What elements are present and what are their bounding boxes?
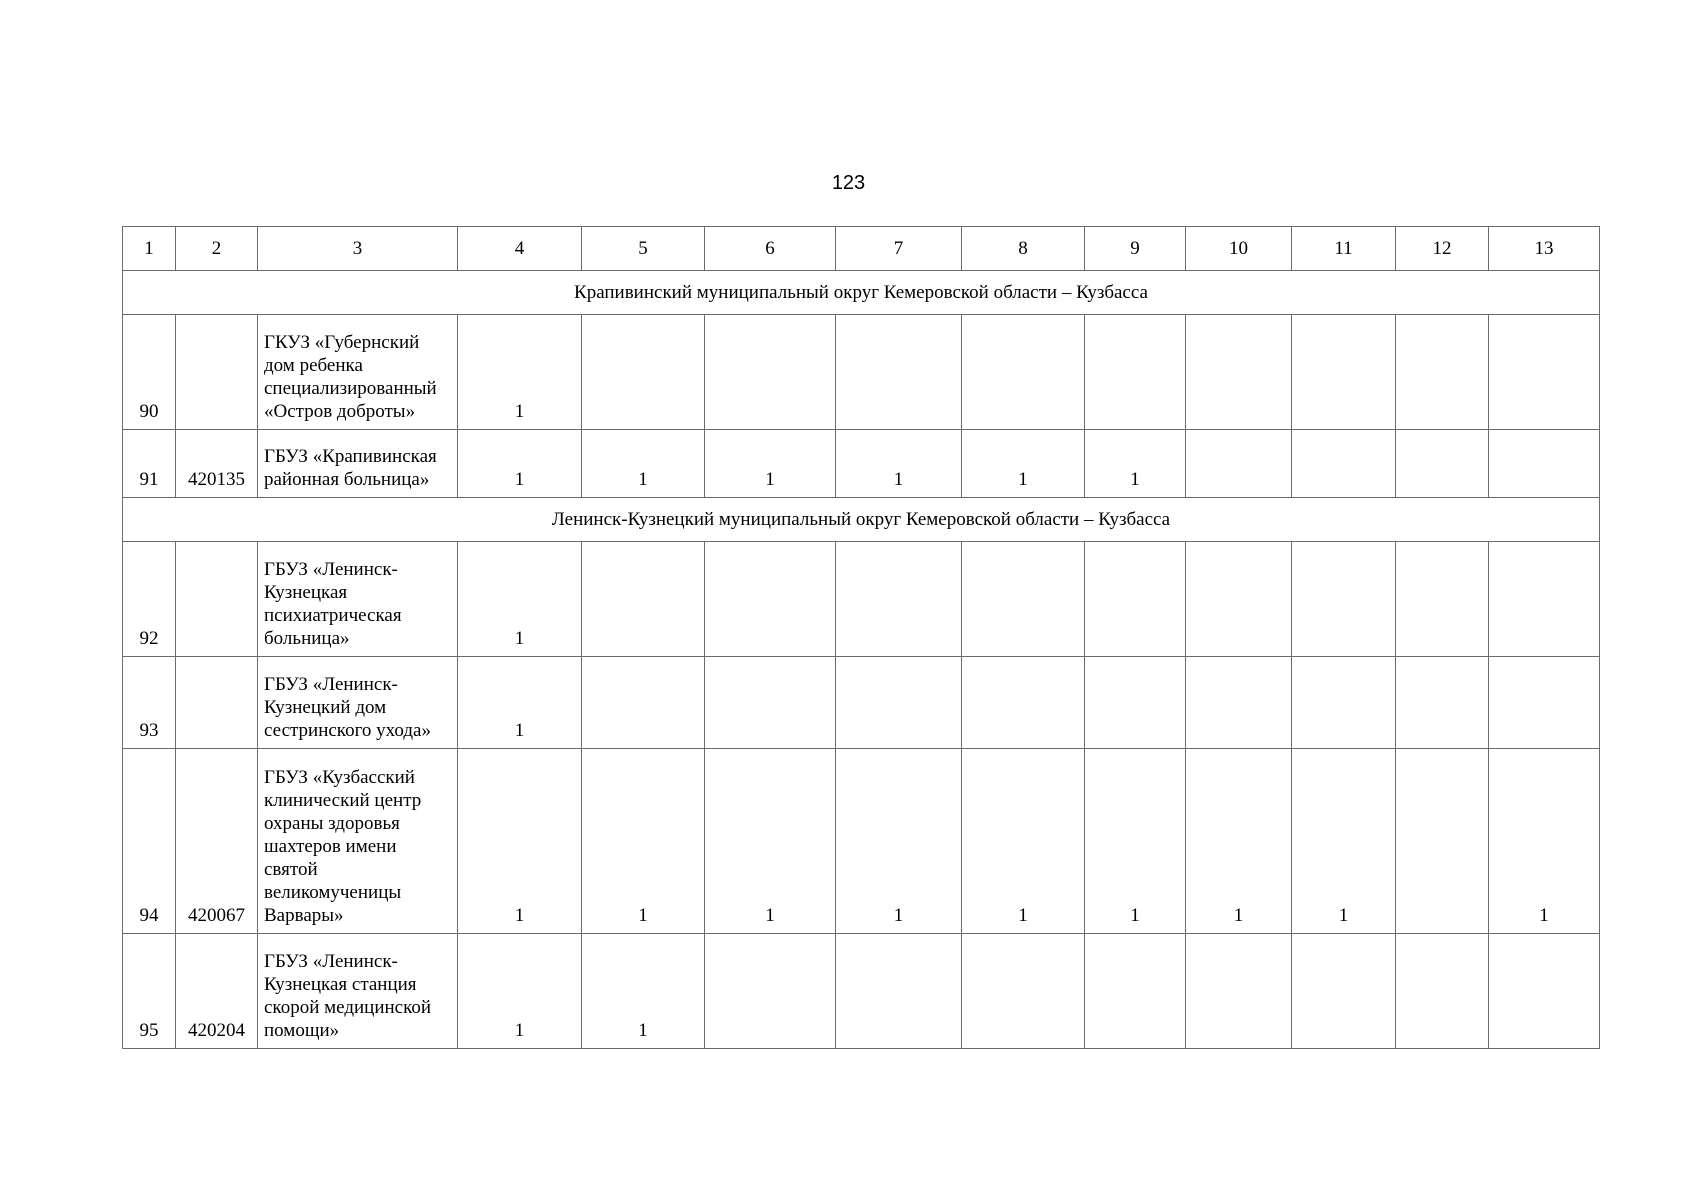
column-header: 2 [176, 227, 258, 271]
row-number: 93 [123, 657, 176, 749]
row-code [176, 315, 258, 430]
row-value [1396, 657, 1489, 749]
row-value [836, 934, 962, 1049]
row-number: 94 [123, 749, 176, 934]
table-row [123, 315, 1600, 430]
row-value: 1 [1489, 749, 1600, 934]
column-header: 3 [258, 227, 458, 271]
row-value [1489, 934, 1600, 1049]
row-code [176, 542, 258, 657]
row-value [836, 315, 962, 430]
row-value [1489, 542, 1600, 657]
row-value [1186, 542, 1292, 657]
row-value [1085, 657, 1186, 749]
column-header: 9 [1085, 227, 1186, 271]
row-value [836, 657, 962, 749]
row-value [1085, 934, 1186, 1049]
row-value [1396, 430, 1489, 498]
table-row [123, 430, 1600, 498]
row-value: 1 [962, 430, 1085, 498]
row-value [705, 315, 836, 430]
section-title: Ленинск-Кузнецкий муниципальный округ Кемеровской области – Кузбасса [123, 498, 1600, 542]
row-value [1489, 657, 1600, 749]
row-value: 1 [836, 749, 962, 934]
section-title: Крапивинский муниципальный округ Кемеровской области – Кузбасса [123, 271, 1600, 315]
row-value [962, 657, 1085, 749]
column-header: 4 [458, 227, 582, 271]
row-value [1396, 749, 1489, 934]
column-header: 6 [705, 227, 836, 271]
column-header: 13 [1489, 227, 1600, 271]
row-value [962, 934, 1085, 1049]
column-header: 12 [1396, 227, 1489, 271]
row-value: 1 [1085, 749, 1186, 934]
row-value: 1 [582, 749, 705, 934]
table-row [123, 657, 1600, 749]
row-organization: ГБУЗ «Ленинск-Кузнецкий дом сестринского ухода» [258, 657, 458, 749]
row-value [1186, 315, 1292, 430]
row-value [1292, 657, 1396, 749]
section-row [123, 271, 1600, 315]
row-value: 1 [582, 934, 705, 1049]
row-value [582, 657, 705, 749]
row-number: 91 [123, 430, 176, 498]
row-value: 1 [1085, 430, 1186, 498]
row-code: 420135 [176, 430, 258, 498]
section-row [123, 498, 1600, 542]
row-organization: ГБУЗ «Ленинск-Кузнецкая психиатрическая больница» [258, 542, 458, 657]
column-header: 1 [123, 227, 176, 271]
row-value: 1 [1292, 749, 1396, 934]
row-value: 1 [458, 657, 582, 749]
table-row [123, 749, 1600, 934]
row-code [176, 657, 258, 749]
row-value: 1 [705, 430, 836, 498]
row-value [705, 657, 836, 749]
row-value [1186, 430, 1292, 498]
row-value [1186, 657, 1292, 749]
table-row [123, 934, 1600, 1049]
row-value [962, 542, 1085, 657]
row-value [1489, 430, 1600, 498]
row-value [1396, 542, 1489, 657]
row-value [1396, 934, 1489, 1049]
row-value: 1 [582, 430, 705, 498]
row-organization: ГКУЗ «Губернский дом ребенка специализированный «Остров доброты» [258, 315, 458, 430]
row-number: 90 [123, 315, 176, 430]
row-value: 1 [962, 749, 1085, 934]
table-header-row [123, 227, 1600, 271]
row-value [1489, 315, 1600, 430]
row-value: 1 [458, 542, 582, 657]
row-value [582, 315, 705, 430]
row-value [1085, 315, 1186, 430]
row-value: 1 [1186, 749, 1292, 934]
row-organization: ГБУЗ «Кузбасский клинический центр охраны здоровья шахтеров имени святой великомученицы Варвары» [258, 749, 458, 934]
table-row [123, 542, 1600, 657]
row-value [705, 934, 836, 1049]
column-header: 5 [582, 227, 705, 271]
row-value [1292, 542, 1396, 657]
page-number: 123 [831, 172, 866, 194]
row-number: 92 [123, 542, 176, 657]
row-value: 1 [458, 749, 582, 934]
row-value: 1 [458, 430, 582, 498]
row-value [582, 542, 705, 657]
column-header: 8 [962, 227, 1085, 271]
row-value [1396, 315, 1489, 430]
row-value: 1 [458, 934, 582, 1049]
row-value: 1 [705, 749, 836, 934]
row-value [1292, 430, 1396, 498]
row-value [962, 315, 1085, 430]
column-header: 10 [1186, 227, 1292, 271]
row-value: 1 [458, 315, 582, 430]
row-number: 95 [123, 934, 176, 1049]
row-code: 420067 [176, 749, 258, 934]
row-value [1186, 934, 1292, 1049]
row-organization: ГБУЗ «Крапивинская районная больница» [258, 430, 458, 498]
row-value: 1 [836, 430, 962, 498]
row-code: 420204 [176, 934, 258, 1049]
column-header: 7 [836, 227, 962, 271]
data-table [122, 226, 1600, 1049]
column-header: 11 [1292, 227, 1396, 271]
row-value [1292, 934, 1396, 1049]
row-value [705, 542, 836, 657]
row-value [1292, 315, 1396, 430]
row-value [836, 542, 962, 657]
row-value [1085, 542, 1186, 657]
row-organization: ГБУЗ «Ленинск-Кузнецкая станция скорой медицинской помощи» [258, 934, 458, 1049]
